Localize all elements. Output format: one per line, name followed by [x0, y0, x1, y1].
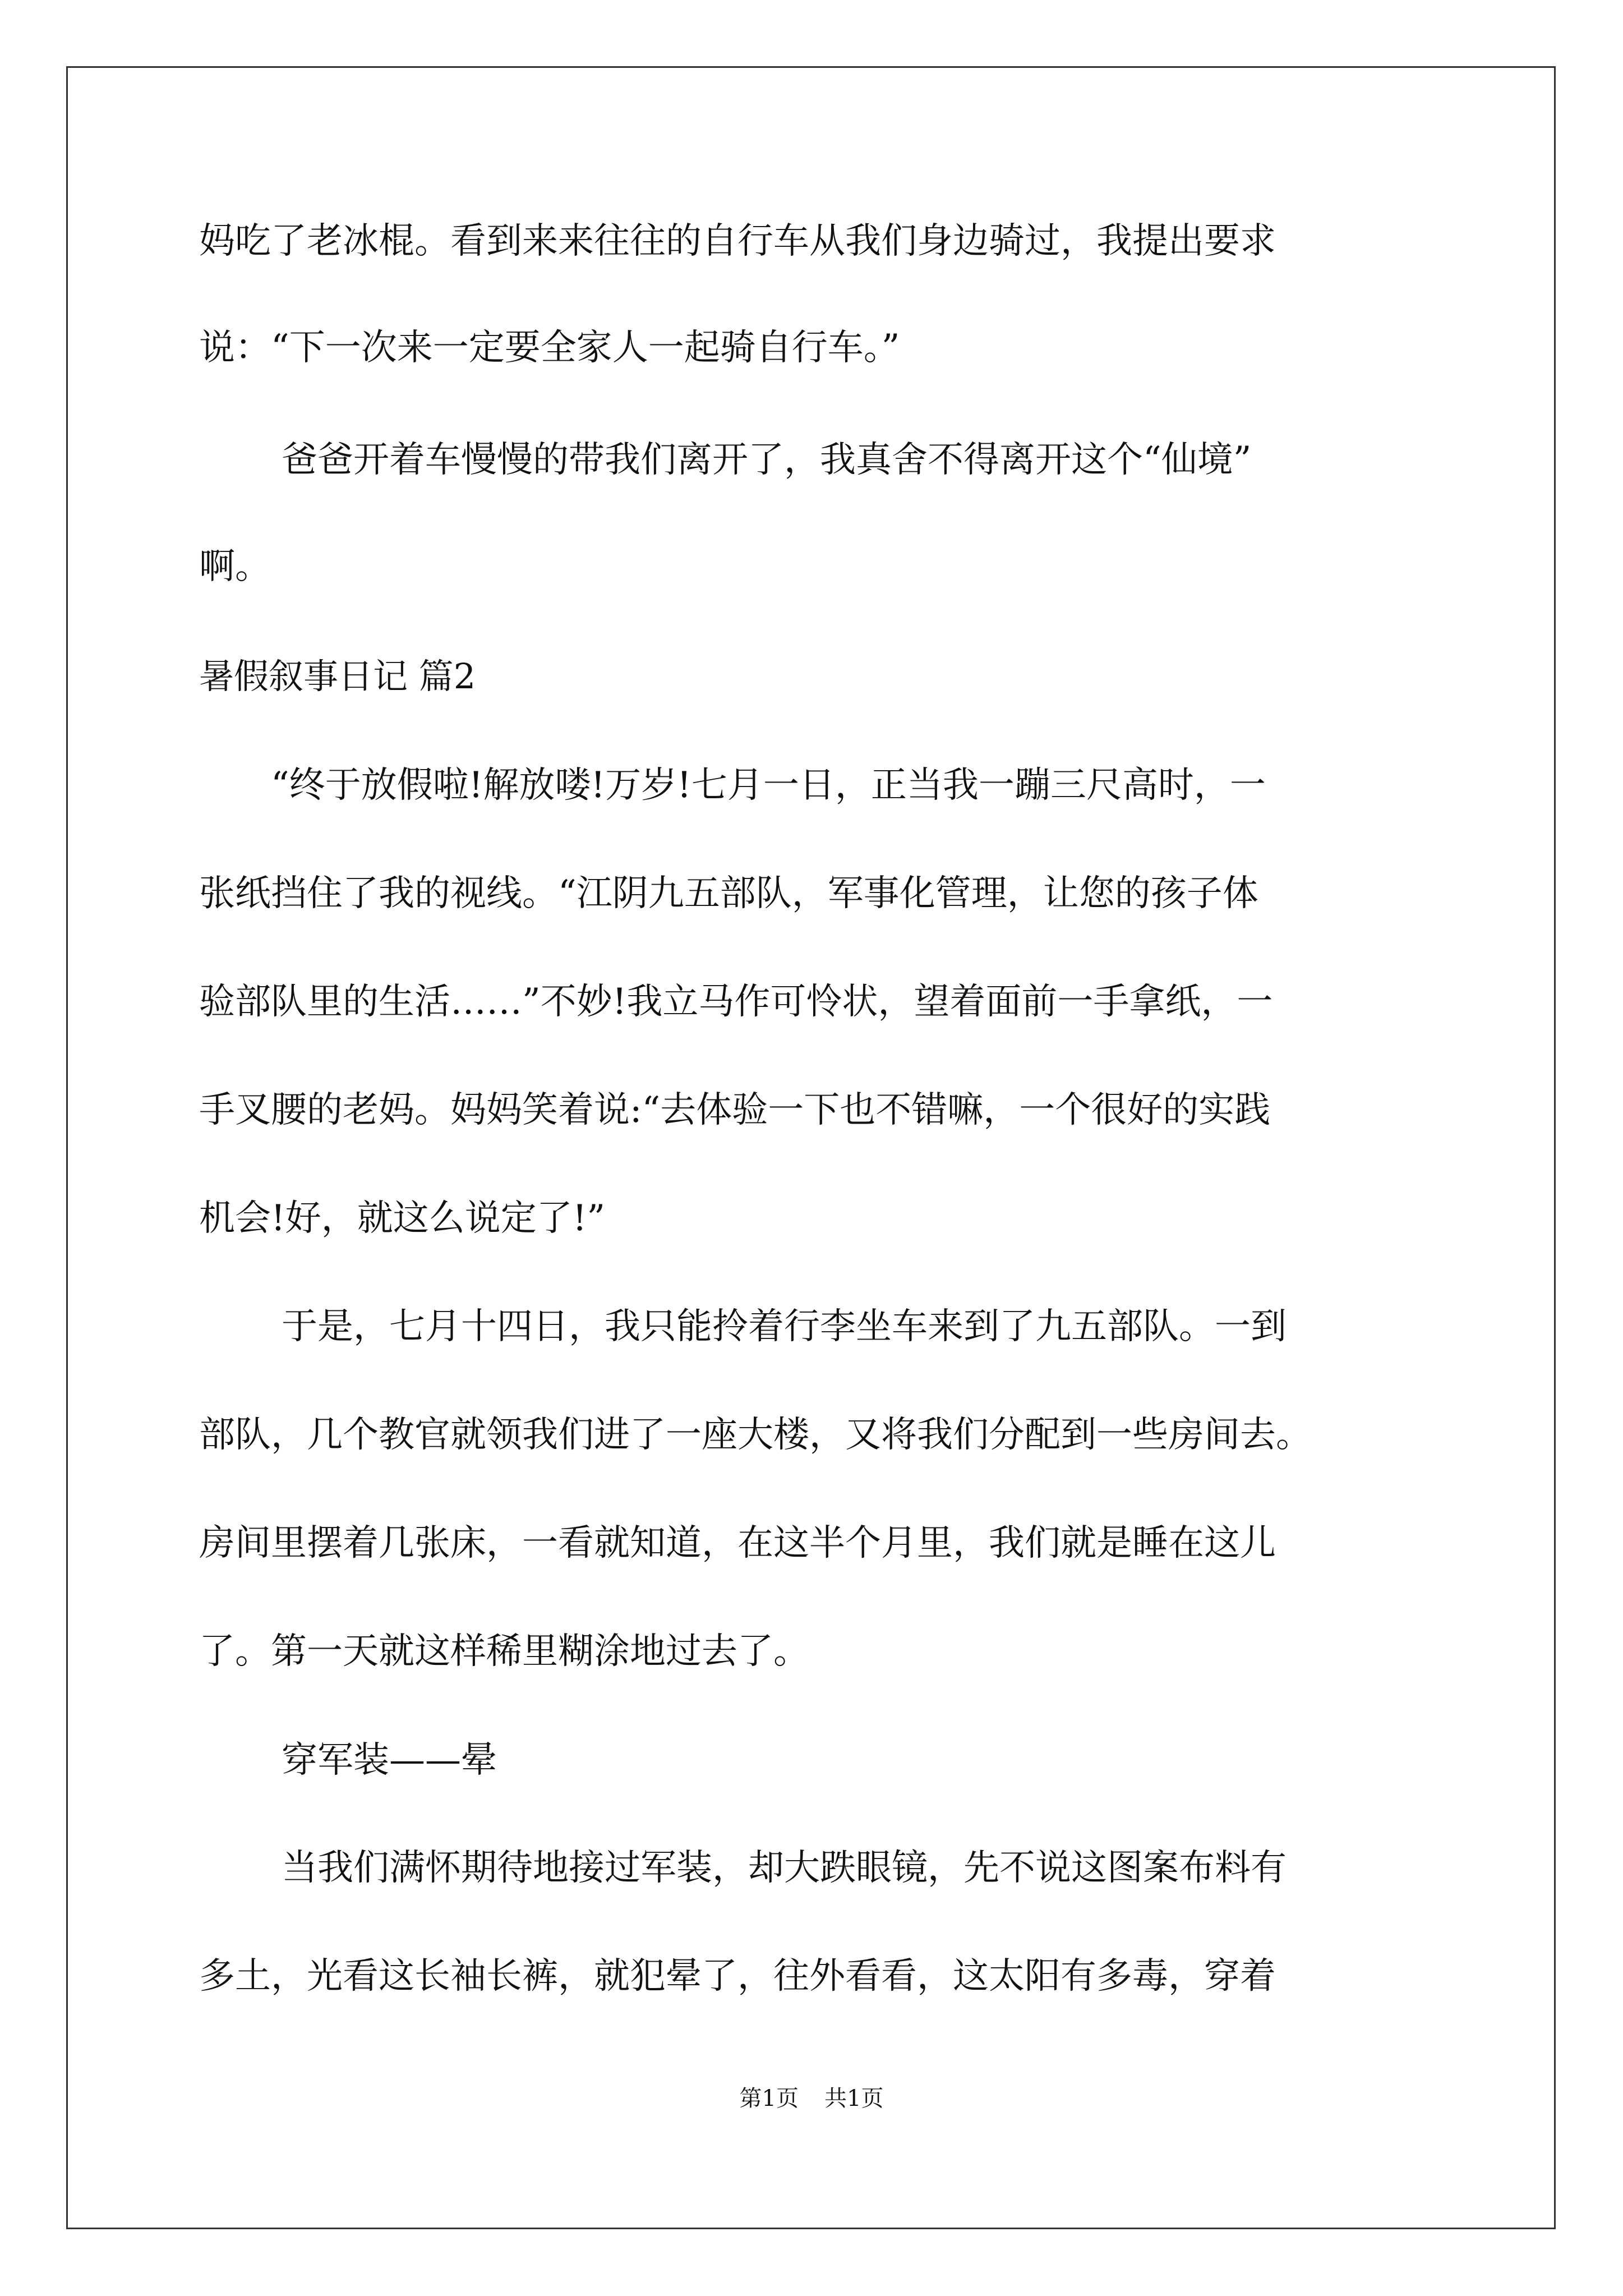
page-total: 共1页 [824, 2086, 884, 2111]
text-line: 机会!好，就这么说定了!” [199, 1198, 606, 1239]
text-line: 说：“下一次来一定要全家人一起骑自行车。” [199, 327, 900, 369]
page-number: 第1页 [739, 2086, 799, 2111]
text-line: 验部队里的生活……”不妙!我立马作可怜状，望着面前一手拿纸，一 [199, 981, 1273, 1023]
text-line: 手叉腰的老妈。妈妈笑着说:“去体验一下也不错嘛，一个很好的实践 [199, 1089, 1271, 1131]
text-line: 当我们满怀期待地接过军装，却大跌眼镜，先不说这图案布料有 [282, 1847, 1287, 1889]
text-line: 爸爸开着车慢慢的带我们离开了，我真舍不得离开这个“仙境” [282, 439, 1252, 481]
page-border [66, 66, 1556, 2229]
page-footer [0, 2082, 1623, 2115]
subheading: 穿军装——晕 [282, 1740, 497, 1781]
section-heading: 暑假叙事日记 篇2 [199, 656, 476, 697]
text-line: “终于放假啦!解放喽!万岁!七月一日，正当我一蹦三尺高时，一 [271, 765, 1266, 806]
text-line: 啊。 [199, 546, 271, 587]
text-line: 妈吃了老冰棍。看到来来往往的自行车从我们身边骑过，我提出要求 [199, 220, 1276, 262]
text-line: 部队，几个教官就领我们进了一座大楼，又将我们分配到一些房间去。 [199, 1414, 1312, 1456]
text-line: 了。第一天就这样稀里糊涂地过去了。 [199, 1631, 809, 1672]
text-line: 房间里摆着几张床，一看就知道，在这半个月里，我们就是睡在这儿 [199, 1522, 1276, 1564]
text-line: 于是，七月十四日，我只能拎着行李坐车来到了九五部队。一到 [282, 1306, 1287, 1347]
text-line: 多土，光看这长袖长裤，就犯晕了，往外看看，这太阳有多毒，穿着 [199, 1955, 1276, 1997]
text-line: 张纸挡住了我的视线。“江阴九五部队，军事化管理，让您的孩子体 [199, 873, 1258, 914]
